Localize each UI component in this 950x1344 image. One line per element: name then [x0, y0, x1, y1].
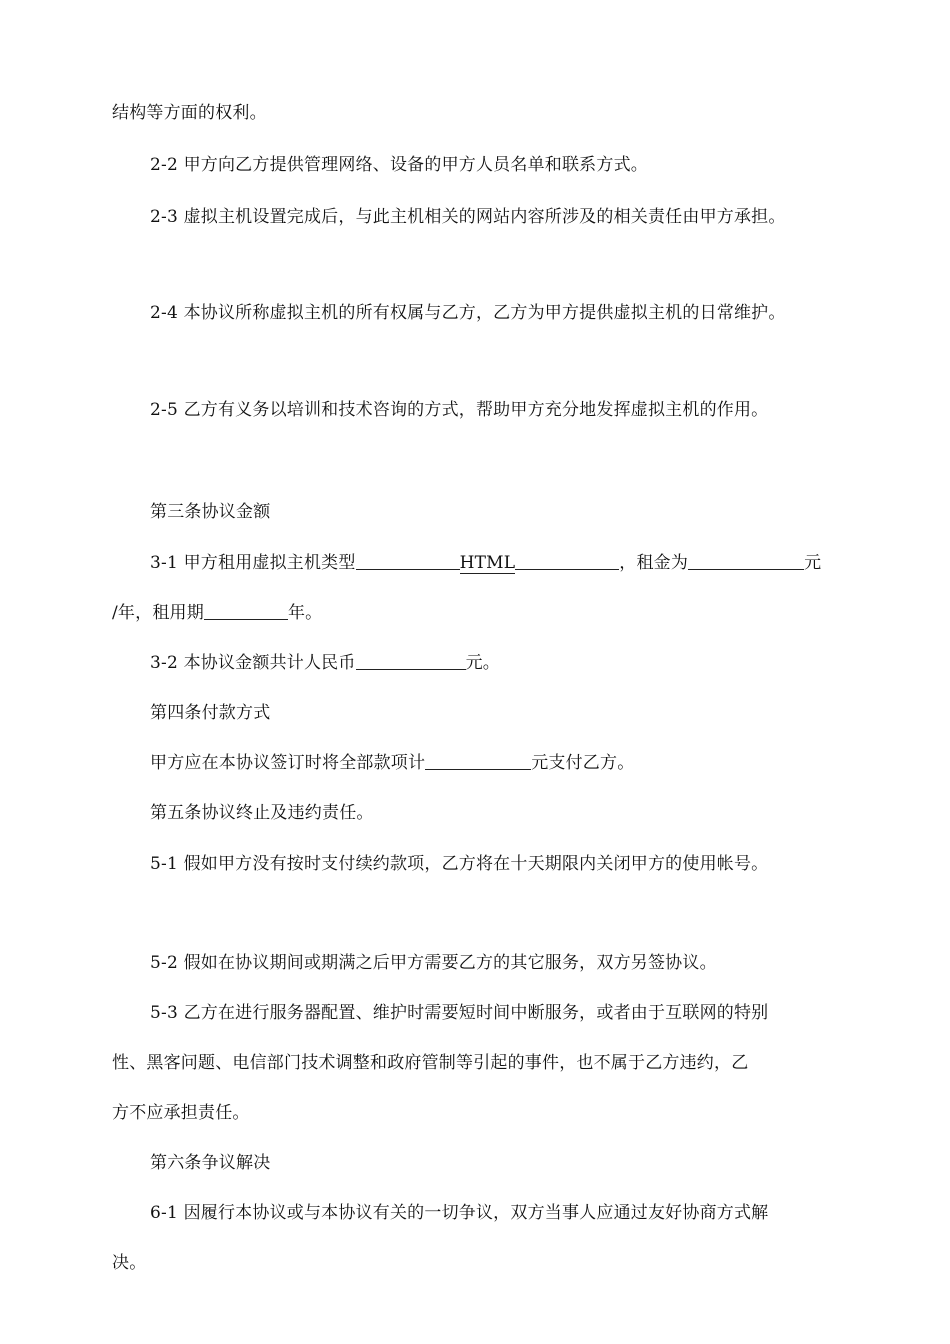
- clause-2-4: [150, 301, 786, 325]
- article-4-heading: [150, 701, 270, 725]
- clause-6-1-end: [112, 1251, 146, 1275]
- article-5-heading: [150, 801, 374, 825]
- clause-5-1: [150, 852, 768, 876]
- text: 年。: [287, 603, 323, 623]
- blank-underline: [356, 651, 466, 670]
- blank-underline: [515, 551, 619, 570]
- paragraph-line: [112, 101, 267, 125]
- text: HTML: [459, 553, 516, 573]
- text: 第三条协议金额: [150, 502, 271, 522]
- text: 甲方应在本协议签订时将全部款项计: [150, 753, 426, 773]
- text: 5-2 假如在协议期间或期满之后甲方需要乙方的其它服务，双方另签协议。: [150, 953, 717, 973]
- text: 元支付乙方。: [531, 753, 635, 773]
- text: 决。: [112, 1253, 147, 1273]
- article-3-heading: [150, 500, 270, 524]
- clause-6-1: [150, 1201, 768, 1225]
- clause-2-3: [150, 205, 786, 229]
- article-6-heading: [150, 1151, 270, 1175]
- blank-underline: [356, 551, 460, 570]
- clause-5-3-cont: [112, 1051, 748, 1075]
- text: 元。: [465, 653, 500, 673]
- text: 性、黑客问题、电信部门技术调整和政府管制等引起的事件，也不属于乙方违约，乙: [112, 1053, 749, 1073]
- text: 第四条付款方式: [150, 703, 271, 723]
- text: 元: [804, 553, 822, 573]
- text: 5-1 假如甲方没有按时支付续约款项，乙方将在十天期限内关闭甲方的使用帐号。: [150, 854, 769, 874]
- text: 3-1 甲方租用虚拟主机类型: [150, 553, 356, 573]
- text: 3-2 本协议金额共计人民币: [150, 653, 356, 673]
- blank-underline: [425, 751, 531, 770]
- text: 结构等方面的权利。: [112, 103, 267, 123]
- clause-2-5: [150, 398, 768, 422]
- text: 第六条争议解决: [150, 1153, 271, 1173]
- text: /年，租用期: [112, 603, 204, 623]
- text: 第五条协议终止及违约责任。: [150, 803, 374, 823]
- clause-3-2: [150, 651, 500, 675]
- text: 2-4 本协议所称虚拟主机的所有权属与乙方，乙方为甲方提供虚拟主机的日常维护。: [150, 303, 786, 323]
- text: 5-3 乙方在进行服务器配置、维护时需要短时间中断服务，或者由于互联网的特别: [150, 1003, 769, 1023]
- blank-underline: [204, 601, 288, 620]
- clause-3-1: [150, 551, 821, 575]
- text: 2-3 虚拟主机设置完成后，与此主机相关的网站内容所涉及的相关责任由甲方承担。: [150, 207, 786, 227]
- clause-5-2: [150, 951, 717, 975]
- text: 方不应承担责任。: [112, 1103, 250, 1123]
- clause-3-1-cont: [112, 601, 322, 625]
- clause-2-2: [150, 153, 648, 177]
- clause-5-3-end: [112, 1101, 250, 1125]
- payment-clause: [150, 751, 634, 775]
- text: 2-2 甲方向乙方提供管理网络、设备的甲方人员名单和联系方式。: [150, 155, 648, 175]
- text: 6-1 因履行本协议或与本协议有关的一切争议，双方当事人应通过友好协商方式解: [150, 1203, 769, 1223]
- clause-5-3: [150, 1001, 768, 1025]
- text: 2-5 乙方有义务以培训和技术咨询的方式，帮助甲方充分地发挥虚拟主机的作用。: [150, 400, 769, 420]
- blank-underline: [688, 551, 804, 570]
- text: ，租金为: [619, 553, 689, 573]
